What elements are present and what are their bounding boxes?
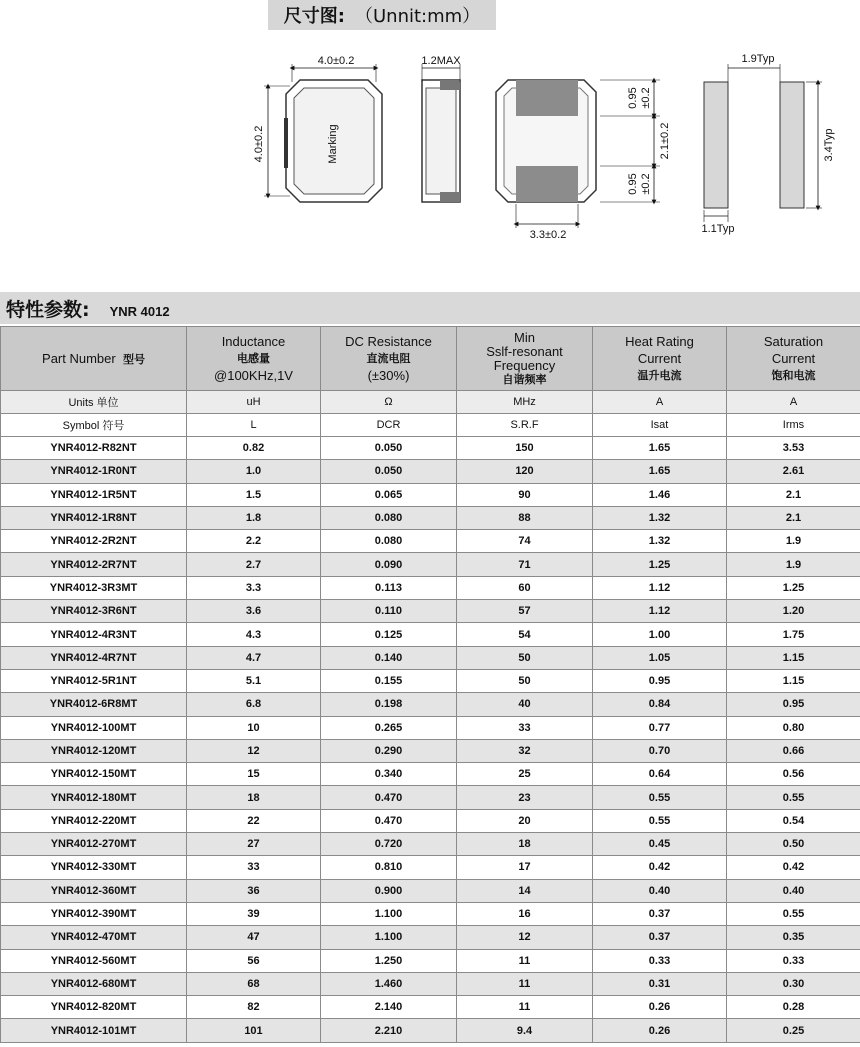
cell-isat: 0.55 bbox=[593, 786, 727, 809]
table-row bbox=[1, 553, 860, 576]
cell-part-number: YNR4012-390MT bbox=[1, 902, 187, 925]
cell-dcr: 0.340 bbox=[321, 763, 457, 786]
symbol-irms: Irms bbox=[727, 414, 860, 437]
cell-irms: 0.35 bbox=[727, 926, 860, 949]
cell-irms: 1.15 bbox=[727, 646, 860, 669]
cell-part-number: YNR4012-101MT bbox=[1, 1019, 187, 1042]
cell-isat: 0.64 bbox=[593, 763, 727, 786]
table-row bbox=[1, 809, 860, 832]
table-row bbox=[1, 902, 860, 925]
col-saturation: Saturation Current 饱和电流 bbox=[727, 327, 860, 391]
table-row bbox=[1, 1019, 860, 1042]
cell-inductance: 3.3 bbox=[187, 576, 321, 599]
cell-srf: 120 bbox=[457, 460, 593, 483]
cell-irms: 1.9 bbox=[727, 530, 860, 553]
cell-srf: 90 bbox=[457, 483, 593, 506]
cell-srf: 50 bbox=[457, 646, 593, 669]
cell-inductance: 82 bbox=[187, 996, 321, 1019]
cell-inductance: 10 bbox=[187, 716, 321, 739]
dimension-drawing bbox=[0, 38, 860, 248]
dim-land-gap: 1.1Typ bbox=[701, 223, 735, 235]
dimension-title bbox=[268, 0, 496, 30]
cell-isat: 0.55 bbox=[593, 809, 727, 832]
cell-part-number: YNR4012-560MT bbox=[1, 949, 187, 972]
cell-part-number: YNR4012-360MT bbox=[1, 879, 187, 902]
dim-bottom-width: 3.3±0.2 bbox=[529, 229, 567, 241]
cell-irms: 0.80 bbox=[727, 716, 860, 739]
cell-srf: 17 bbox=[457, 856, 593, 879]
cell-isat: 0.31 bbox=[593, 972, 727, 995]
cell-dcr: 0.140 bbox=[321, 646, 457, 669]
cell-isat: 1.05 bbox=[593, 646, 727, 669]
cell-dcr: 1.100 bbox=[321, 902, 457, 925]
cell-isat: 0.37 bbox=[593, 902, 727, 925]
table-row bbox=[1, 600, 860, 623]
cell-dcr: 0.110 bbox=[321, 600, 457, 623]
cell-dcr: 0.720 bbox=[321, 833, 457, 856]
cell-dcr: 0.080 bbox=[321, 530, 457, 553]
cell-part-number: YNR4012-470MT bbox=[1, 926, 187, 949]
cell-inductance: 36 bbox=[187, 879, 321, 902]
cell-inductance: 56 bbox=[187, 949, 321, 972]
cell-part-number: YNR4012-100MT bbox=[1, 716, 187, 739]
table-row bbox=[1, 669, 860, 692]
spec-table bbox=[0, 326, 860, 1043]
dimension-title-text: 尺寸图: bbox=[283, 6, 345, 27]
table-row bbox=[1, 483, 860, 506]
model-name: YNR 4012 bbox=[109, 303, 170, 319]
table-row bbox=[1, 716, 860, 739]
unit-inductance: uH bbox=[187, 391, 321, 414]
cell-srf: 60 bbox=[457, 576, 593, 599]
cell-part-number: YNR4012-R82NT bbox=[1, 437, 187, 460]
cell-irms: 2.1 bbox=[727, 506, 860, 529]
cell-dcr: 1.250 bbox=[321, 949, 457, 972]
cell-dcr: 0.065 bbox=[321, 483, 457, 506]
cell-dcr: 0.265 bbox=[321, 716, 457, 739]
table-row bbox=[1, 739, 860, 762]
cell-inductance: 101 bbox=[187, 1019, 321, 1042]
table-row bbox=[1, 856, 860, 879]
cell-irms: 1.15 bbox=[727, 669, 860, 692]
cell-irms: 0.40 bbox=[727, 879, 860, 902]
cell-inductance: 27 bbox=[187, 833, 321, 856]
cell-part-number: YNR4012-680MT bbox=[1, 972, 187, 995]
symbol-label: Symbol 符号 bbox=[1, 414, 187, 437]
cell-part-number: YNR4012-330MT bbox=[1, 856, 187, 879]
cell-irms: 0.30 bbox=[727, 972, 860, 995]
cell-part-number: YNR4012-1R0NT bbox=[1, 460, 187, 483]
cell-irms: 0.28 bbox=[727, 996, 860, 1019]
cell-srf: 32 bbox=[457, 739, 593, 762]
cell-dcr: 0.900 bbox=[321, 879, 457, 902]
unit-dcr: Ω bbox=[321, 391, 457, 414]
cell-inductance: 18 bbox=[187, 786, 321, 809]
cell-dcr: 0.080 bbox=[321, 506, 457, 529]
cell-isat: 0.26 bbox=[593, 996, 727, 1019]
dim-land-width: 1.9Typ bbox=[741, 53, 775, 65]
col-part-number: Part Number 型号 bbox=[1, 327, 187, 391]
cell-srf: 54 bbox=[457, 623, 593, 646]
cell-part-number: YNR4012-820MT bbox=[1, 996, 187, 1019]
cell-inductance: 5.1 bbox=[187, 669, 321, 692]
cell-srf: 50 bbox=[457, 669, 593, 692]
table-row bbox=[1, 646, 860, 669]
cell-isat: 0.84 bbox=[593, 693, 727, 716]
cell-inductance: 1.5 bbox=[187, 483, 321, 506]
cell-srf: 57 bbox=[457, 600, 593, 623]
cell-part-number: YNR4012-2R2NT bbox=[1, 530, 187, 553]
cell-srf: 20 bbox=[457, 809, 593, 832]
cell-isat: 0.40 bbox=[593, 879, 727, 902]
cell-dcr: 0.470 bbox=[321, 809, 457, 832]
symbol-srf: S.R.F bbox=[457, 414, 593, 437]
cell-srf: 9.4 bbox=[457, 1019, 593, 1042]
cell-irms: 0.55 bbox=[727, 786, 860, 809]
cell-srf: 18 bbox=[457, 833, 593, 856]
cell-irms: 0.56 bbox=[727, 763, 860, 786]
cell-isat: 1.00 bbox=[593, 623, 727, 646]
col-inductance: Inductance 电感量 @100KHz,1V bbox=[187, 327, 321, 391]
cell-inductance: 22 bbox=[187, 809, 321, 832]
cell-inductance: 47 bbox=[187, 926, 321, 949]
cell-isat: 0.95 bbox=[593, 669, 727, 692]
header-row bbox=[1, 327, 860, 391]
cell-dcr: 0.290 bbox=[321, 739, 457, 762]
cell-isat: 1.25 bbox=[593, 553, 727, 576]
symbol-dcr: DCR bbox=[321, 414, 457, 437]
cell-inductance: 1.0 bbox=[187, 460, 321, 483]
cell-inductance: 39 bbox=[187, 902, 321, 925]
top-view bbox=[253, 55, 382, 202]
marking-label: Marking bbox=[327, 124, 339, 164]
cell-isat: 0.70 bbox=[593, 739, 727, 762]
cell-irms: 1.75 bbox=[727, 623, 860, 646]
table-row bbox=[1, 506, 860, 529]
cell-srf: 11 bbox=[457, 972, 593, 995]
cell-part-number: YNR4012-3R3MT bbox=[1, 576, 187, 599]
units-label: Units 单位 bbox=[1, 391, 187, 414]
table-row bbox=[1, 530, 860, 553]
cell-inductance: 4.3 bbox=[187, 623, 321, 646]
cell-dcr: 0.810 bbox=[321, 856, 457, 879]
cell-irms: 0.66 bbox=[727, 739, 860, 762]
cell-irms: 3.53 bbox=[727, 437, 860, 460]
table-row bbox=[1, 576, 860, 599]
cell-part-number: YNR4012-3R6NT bbox=[1, 600, 187, 623]
cell-isat: 1.65 bbox=[593, 460, 727, 483]
cell-irms: 1.9 bbox=[727, 553, 860, 576]
cell-inductance: 2.7 bbox=[187, 553, 321, 576]
cell-dcr: 0.090 bbox=[321, 553, 457, 576]
cell-inductance: 6.8 bbox=[187, 693, 321, 716]
cell-dcr: 0.113 bbox=[321, 576, 457, 599]
cell-inductance: 4.7 bbox=[187, 646, 321, 669]
dim-width-top: 4.0±0.2 bbox=[317, 55, 355, 67]
dim-land-height: 3.4Typ bbox=[823, 128, 835, 162]
table-row bbox=[1, 926, 860, 949]
cell-isat: 1.65 bbox=[593, 437, 727, 460]
cell-dcr: 0.470 bbox=[321, 786, 457, 809]
dim-center-gap: 2.1±0.2 bbox=[659, 122, 671, 160]
table-row bbox=[1, 879, 860, 902]
unit-irms: A bbox=[727, 391, 860, 414]
cell-srf: 11 bbox=[457, 949, 593, 972]
cell-srf: 71 bbox=[457, 553, 593, 576]
cell-srf: 74 bbox=[457, 530, 593, 553]
cell-isat: 0.33 bbox=[593, 949, 727, 972]
cell-part-number: YNR4012-6R8MT bbox=[1, 693, 187, 716]
units-row bbox=[1, 391, 860, 414]
cell-part-number: YNR4012-2R7NT bbox=[1, 553, 187, 576]
cell-irms: 0.54 bbox=[727, 809, 860, 832]
cell-isat: 0.77 bbox=[593, 716, 727, 739]
cell-srf: 25 bbox=[457, 763, 593, 786]
cell-part-number: YNR4012-220MT bbox=[1, 809, 187, 832]
symbol-isat: Isat bbox=[593, 414, 727, 437]
characteristics-section bbox=[0, 292, 860, 324]
cell-srf: 14 bbox=[457, 879, 593, 902]
cell-dcr: 2.210 bbox=[321, 1019, 457, 1042]
table-row bbox=[1, 786, 860, 809]
cell-inductance: 12 bbox=[187, 739, 321, 762]
cell-srf: 16 bbox=[457, 902, 593, 925]
cell-dcr: 1.100 bbox=[321, 926, 457, 949]
cell-dcr: 0.125 bbox=[321, 623, 457, 646]
col-dc-resistance: DC Resistance 直流电阻 (±30%) bbox=[321, 327, 457, 391]
cell-dcr: 0.050 bbox=[321, 460, 457, 483]
cell-isat: 0.42 bbox=[593, 856, 727, 879]
dim-pad-gap-top-tol: ±0.2 bbox=[640, 87, 652, 109]
symbol-inductance: L bbox=[187, 414, 321, 437]
cell-isat: 1.12 bbox=[593, 576, 727, 599]
cell-part-number: YNR4012-4R7NT bbox=[1, 646, 187, 669]
cell-part-number: YNR4012-5R1NT bbox=[1, 669, 187, 692]
cell-irms: 0.25 bbox=[727, 1019, 860, 1042]
cell-part-number: YNR4012-120MT bbox=[1, 739, 187, 762]
cell-srf: 40 bbox=[457, 693, 593, 716]
cell-irms: 1.20 bbox=[727, 600, 860, 623]
unit-isat: A bbox=[593, 391, 727, 414]
symbol-row bbox=[1, 414, 860, 437]
cell-irms: 0.42 bbox=[727, 856, 860, 879]
cell-irms: 1.25 bbox=[727, 576, 860, 599]
cell-part-number: YNR4012-1R8NT bbox=[1, 506, 187, 529]
unit-srf: MHz bbox=[457, 391, 593, 414]
dim-height-left: 4.0±0.2 bbox=[253, 125, 265, 163]
dim-pad-gap-bottom: 0.95 bbox=[627, 173, 639, 195]
cell-dcr: 0.050 bbox=[321, 437, 457, 460]
cell-inductance: 0.82 bbox=[187, 437, 321, 460]
cell-srf: 12 bbox=[457, 926, 593, 949]
cell-inductance: 2.2 bbox=[187, 530, 321, 553]
cell-isat: 1.32 bbox=[593, 506, 727, 529]
table-row bbox=[1, 763, 860, 786]
cell-part-number: YNR4012-180MT bbox=[1, 786, 187, 809]
col-srf: Min Sslf-resonant Frequency 自谐频率 bbox=[457, 327, 593, 391]
cell-isat: 1.12 bbox=[593, 600, 727, 623]
cell-inductance: 68 bbox=[187, 972, 321, 995]
table-row bbox=[1, 972, 860, 995]
cell-dcr: 2.140 bbox=[321, 996, 457, 1019]
cell-irms: 0.33 bbox=[727, 949, 860, 972]
cell-srf: 33 bbox=[457, 716, 593, 739]
cell-irms: 2.61 bbox=[727, 460, 860, 483]
table-row bbox=[1, 460, 860, 483]
table-row bbox=[1, 623, 860, 646]
cell-srf: 11 bbox=[457, 996, 593, 1019]
cell-dcr: 0.198 bbox=[321, 693, 457, 716]
bottom-view bbox=[496, 80, 671, 241]
dim-pad-gap-bottom-tol: ±0.2 bbox=[640, 173, 652, 195]
dimension-unit-text: （Unnit:mm） bbox=[355, 6, 481, 27]
cell-isat: 0.45 bbox=[593, 833, 727, 856]
cell-part-number: YNR4012-270MT bbox=[1, 833, 187, 856]
cell-inductance: 33 bbox=[187, 856, 321, 879]
spec-table-body bbox=[1, 437, 860, 1043]
cell-isat: 0.37 bbox=[593, 926, 727, 949]
table-row bbox=[1, 437, 860, 460]
cell-inductance: 15 bbox=[187, 763, 321, 786]
table-row bbox=[1, 833, 860, 856]
table-row bbox=[1, 996, 860, 1019]
cell-irms: 0.95 bbox=[727, 693, 860, 716]
cell-inductance: 3.6 bbox=[187, 600, 321, 623]
cell-irms: 2.1 bbox=[727, 483, 860, 506]
cell-srf: 23 bbox=[457, 786, 593, 809]
land-pattern bbox=[701, 53, 835, 235]
cell-inductance: 1.8 bbox=[187, 506, 321, 529]
cell-isat: 1.46 bbox=[593, 483, 727, 506]
cell-part-number: YNR4012-1R5NT bbox=[1, 483, 187, 506]
dim-pad-gap-top: 0.95 bbox=[627, 87, 639, 109]
cell-isat: 0.26 bbox=[593, 1019, 727, 1042]
cell-dcr: 0.155 bbox=[321, 669, 457, 692]
col-heat-rating: Heat Rating Current 温升电流 bbox=[593, 327, 727, 391]
section-label: 特性参数: bbox=[6, 298, 90, 321]
cell-dcr: 1.460 bbox=[321, 972, 457, 995]
cell-part-number: YNR4012-150MT bbox=[1, 763, 187, 786]
cell-irms: 0.50 bbox=[727, 833, 860, 856]
cell-isat: 1.32 bbox=[593, 530, 727, 553]
cell-srf: 88 bbox=[457, 506, 593, 529]
table-row bbox=[1, 949, 860, 972]
cell-irms: 0.55 bbox=[727, 902, 860, 925]
cell-part-number: YNR4012-4R3NT bbox=[1, 623, 187, 646]
table-row bbox=[1, 693, 860, 716]
dim-thickness: 1.2MAX bbox=[421, 55, 461, 67]
side-view bbox=[421, 55, 461, 202]
cell-srf: 150 bbox=[457, 437, 593, 460]
